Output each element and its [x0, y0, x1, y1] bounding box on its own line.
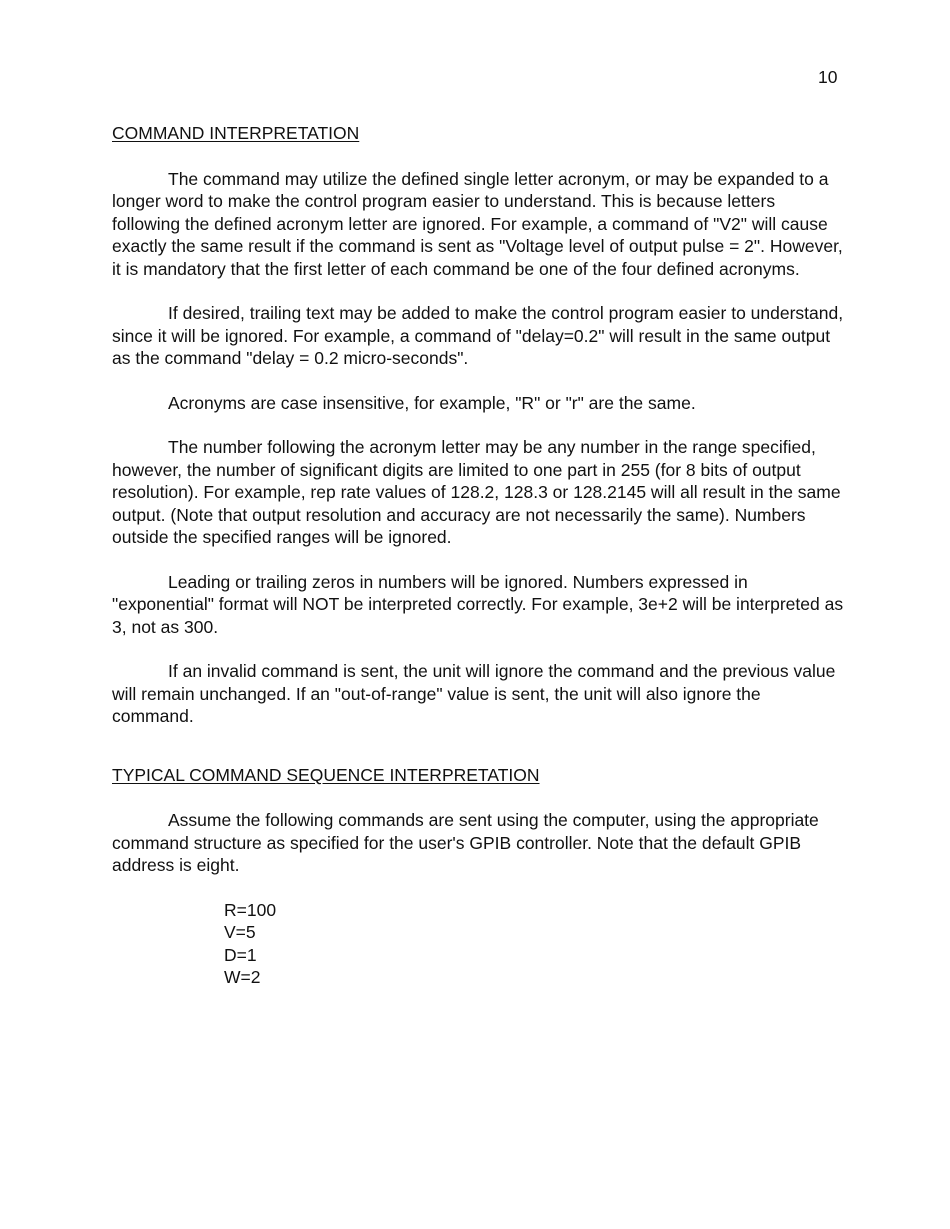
paragraph-significant-digits: The number following the acronym letter may be any number in the range specified, however, the number of significant digits are limited to one part in 255 (for 8 bits of output resolution). For example, rep rate values of 128.2, 128.3 or 128.2145 will all result in the same output. (Note that output resolution and accuracy are not necessarily the same). Numbers outside the specified ranges will be ignored.: [112, 437, 841, 547]
command-item: V=5: [224, 922, 256, 942]
page-content: [112, 122, 844, 989]
command-item: W=2: [224, 967, 261, 987]
paragraph-trailing-text: If desired, trailing text may be added to make the control program easier to understand, since it will be ignored. For example, a command of "delay=0.2" will result in the same output as the command "delay = 0.2 micro-seconds".: [112, 303, 844, 368]
command-item: R=100: [224, 899, 277, 920]
paragraph-zeros-exponential: Leading or trailing zeros in numbers will be ignored. Numbers expressed in "exponential" format will NOT be interpreted correctly. For example, 3e+2 will be interpreted as 3, not as 300.: [112, 571, 844, 637]
command-list: [224, 899, 844, 989]
section-heading-typical-command-sequence: TYPICAL COMMAND SEQUENCE INTERPRETATION: [112, 764, 540, 785]
paragraph-acronym-expansion: The command may utilize the defined single letter acronym, or may be expanded to a longer word to make the control program easier to understand. This is because letters following the defined acronym letter are ignored. For example, a command of "V2" will cause exactly the same result if the command is sent as "Voltage level of output pulse = 2". However, it is mandatory that the first letter of each command be one of the four defined acronyms.: [112, 168, 843, 279]
section-heading-command-interpretation: COMMAND INTERPRETATION: [112, 123, 360, 143]
command-item: D=1: [224, 944, 257, 965]
page-number: 10: [818, 67, 838, 87]
paragraph-invalid-command: If an invalid command is sent, the unit will ignore the command and the previous value will remain unchanged. If an "out-of-range" value is sent, the unit will also ignore the command.: [112, 661, 836, 726]
paragraph-assume-commands: Assume the following commands are sent using the computer, using the appropriate command structure as specified for the user's GPIB controller. Note that the default GPIB address is eight.: [112, 810, 819, 875]
paragraph-case-insensitive: Acronyms are case insensitive, for example, "R" or "r" are the same.: [168, 392, 696, 413]
